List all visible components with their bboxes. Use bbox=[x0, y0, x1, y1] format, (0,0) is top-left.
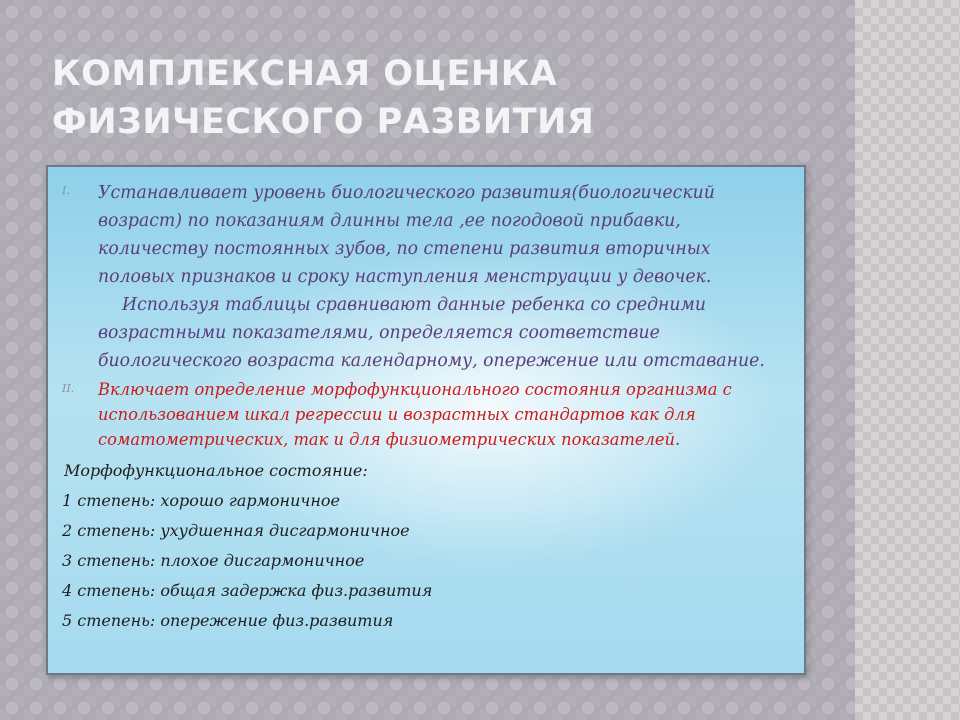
list-marker-2: II. bbox=[62, 382, 75, 395]
state-line-2: 2 степень: ухудшенная дисгармоничное bbox=[62, 521, 410, 540]
decorative-side-strip bbox=[855, 0, 960, 720]
list-item-1-continuation: Используя таблицы сравнивают данные ребенка со средними возрастными показателями, определяется соответствие биологического возраста календарному, опережение или отставание. bbox=[98, 295, 765, 371]
list-item-2-text: Включает определение морфофункционального состояния организма с использованием шкал регрессии и возрастных стандартов как для соматометрических, так и для физиометрических показателей. bbox=[98, 380, 732, 449]
slide-title: КОМПЛЕКСНАЯ ОЦЕНКА ФИЗИЧЕСКОГО РАЗВИТИЯ bbox=[52, 54, 595, 142]
state-line-3: 3 степень: плохое дисгармоничное bbox=[62, 551, 365, 570]
list-item-1-text: Устанавливает уровень биологического развития(биологический возраст) по показаниям длинны тела ,ее погодовой прибавки, количеству постоянных зубов, по степени развития вторичных половых признаков и сроку наступления менструации у девочек. bbox=[98, 183, 715, 287]
state-line-5: 5 степень: опережение физ.развития bbox=[62, 611, 394, 630]
state-line-4: 4 степень: общая задержка физ.развития bbox=[62, 581, 433, 600]
list-item-1 bbox=[62, 179, 788, 291]
content-panel bbox=[46, 165, 806, 675]
list-item-2 bbox=[62, 377, 788, 452]
states-heading: Морфофункциональное состояние: bbox=[64, 461, 368, 480]
list-marker-1: I. bbox=[62, 184, 70, 197]
state-line-1: 1 степень: хорошо гармоничное bbox=[62, 491, 340, 510]
